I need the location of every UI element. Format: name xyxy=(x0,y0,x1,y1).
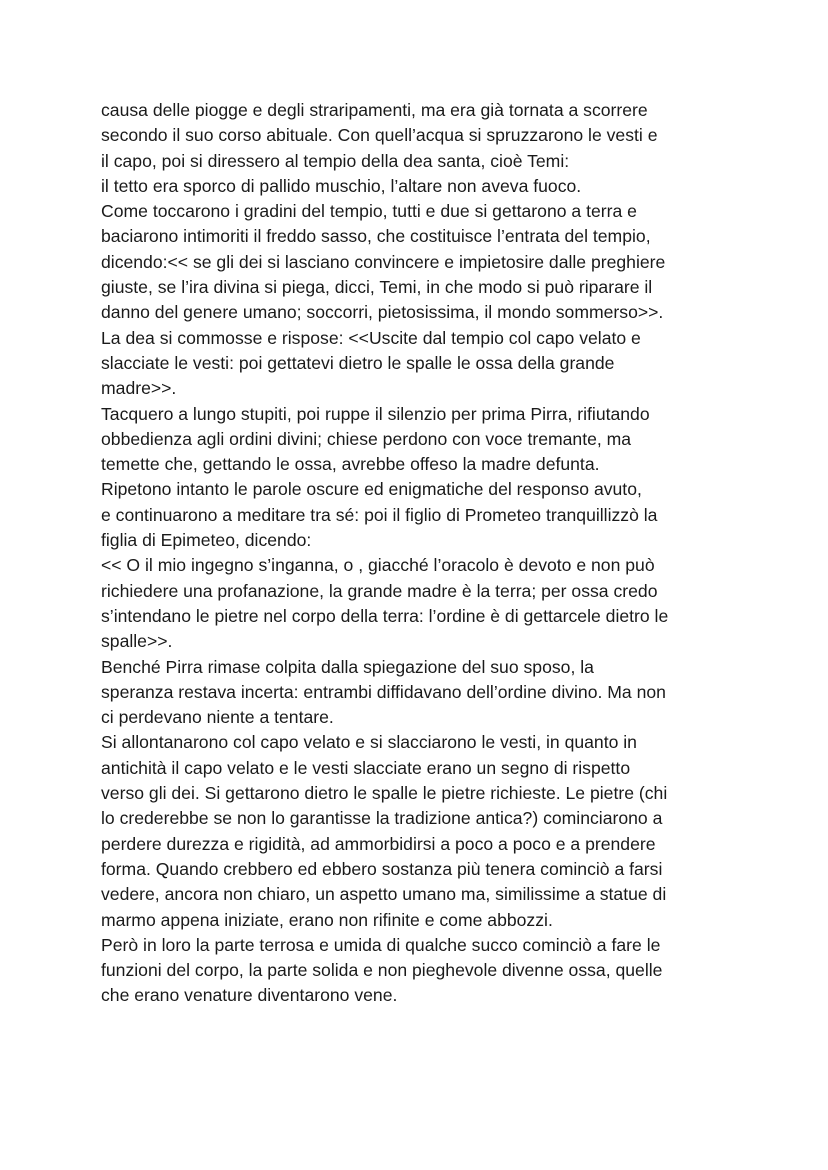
text-line: perdere durezza e rigidità, ad ammorbidirsi a poco a poco e a prendere xyxy=(101,833,656,854)
text-line: ci perdevano niente a tentare. xyxy=(101,707,334,728)
text-line: forma. Quando crebbero ed ebbero sostanza più tenera cominciò a farsi xyxy=(101,858,663,879)
text-line: il tetto era sporco di pallido muschio, l’altare non aveva fuoco. xyxy=(101,175,582,196)
text-line: Tacquero a lungo stupiti, poi ruppe il silenzio per prima Pirra, rifiutando xyxy=(101,403,650,424)
text-line: La dea si commosse e rispose: <<Uscite dal tempio col capo velato e xyxy=(101,327,641,348)
text-line: baciarono intimoriti il freddo sasso, che costituisce l’entrata del tempio, xyxy=(101,226,651,247)
text-line: Come toccarono i gradini del tempio, tutti e due si gettarono a terra e xyxy=(101,201,637,222)
text-line: e continuarono a meditare tra sé: poi il figlio di Prometeo tranquillizzò la xyxy=(101,504,658,525)
text-line: madre>>. xyxy=(101,378,177,399)
text-line: slacciate le vesti: poi gettatevi dietro le spalle le ossa della grande xyxy=(101,352,615,373)
text-line: verso gli dei. Si gettarono dietro le spalle le pietre richieste. Le pietre (chi xyxy=(101,783,668,804)
body-text xyxy=(101,98,741,1009)
text-line: spalle>>. xyxy=(101,631,173,652)
text-line: il capo, poi si diressero al tempio della dea santa, cioè Temi: xyxy=(101,150,570,171)
text-line: che erano venature diventarono vene. xyxy=(101,985,398,1006)
text-line: giuste, se l’ira divina si piega, dicci, Temi, in che modo si può riparare il xyxy=(101,277,653,298)
text-line: s’intendano le pietre nel corpo della terra: l’ordine è di gettarcele dietro le xyxy=(101,605,669,626)
text-line: << O il mio ingegno s’inganna, o , giacché l’oracolo è devoto e non può xyxy=(101,555,655,576)
text-line: obbedienza agli ordini divini; chiese perdono con voce tremante, ma xyxy=(101,428,632,449)
text-line: Però in loro la parte terrosa e umida di qualche succo cominciò a fare le xyxy=(101,934,661,955)
text-line: speranza restava incerta: entrambi diffidavano dell’ordine divino. Ma non xyxy=(101,681,666,702)
text-line: Benché Pirra rimase colpita dalla spiegazione del suo sposo, la xyxy=(101,656,594,677)
text-line: vedere, ancora non chiaro, un aspetto umano ma, similissime a statue di xyxy=(101,884,667,905)
text-line: Si allontanarono col capo velato e si slacciarono le vesti, in quanto in xyxy=(101,732,637,753)
text-line: lo crederebbe se non lo garantisse la tradizione antica?) cominciarono a xyxy=(101,808,663,829)
text-line: causa delle piogge e degli straripamenti, ma era già tornata a scorrere xyxy=(101,100,648,120)
text-line: antichità il capo velato e le vesti slacciate erano un segno di rispetto xyxy=(101,757,631,778)
text-line: temette che, gettando le ossa, avrebbe offeso la madre defunta. xyxy=(101,454,600,475)
text-line: marmo appena iniziate, erano non rifinite e come abbozzi. xyxy=(101,909,553,930)
text-line: figlia di Epimeteo, dicendo: xyxy=(101,530,312,551)
text-line: funzioni del corpo, la parte solida e non pieghevole divenne ossa, quelle xyxy=(101,960,663,981)
text-line: Ripetono intanto le parole oscure ed enigmatiche del responso avuto, xyxy=(101,479,642,500)
text-line: dicendo:<< se gli dei si lasciano convincere e impietosire dalle preghiere xyxy=(101,251,666,272)
text-line: secondo il suo corso abituale. Con quell’acqua si spruzzarono le vesti e xyxy=(101,125,658,146)
text-line: danno del genere umano; soccorri, pietosissima, il mondo sommerso>>. xyxy=(101,302,664,323)
text-line: richiedere una profanazione, la grande madre è la terra; per ossa credo xyxy=(101,580,658,601)
